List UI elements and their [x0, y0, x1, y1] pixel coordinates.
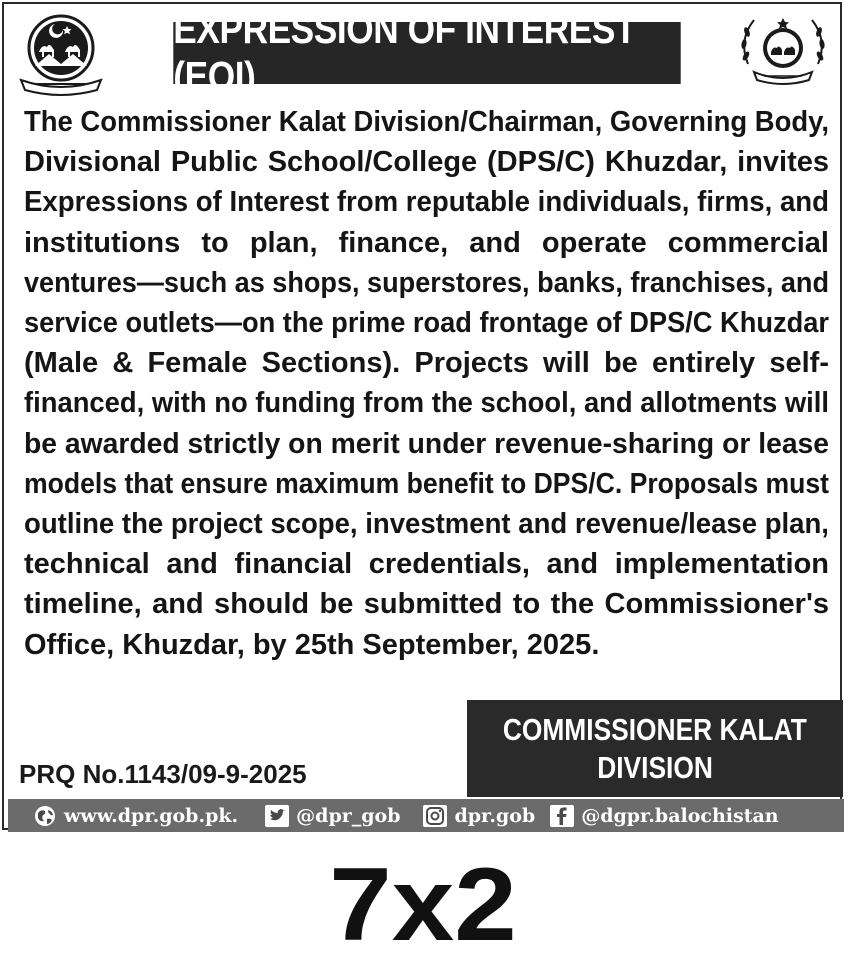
- facebook-handle: @dgpr.balochistan: [581, 804, 779, 827]
- eoi-body-paragraph: [24, 102, 829, 665]
- dgpr-emblem-icon: [732, 12, 834, 88]
- website-text: www.dpr.gob.pk.: [64, 804, 239, 827]
- footer-facebook[interactable]: [549, 804, 778, 828]
- twitter-handle: @dpr_gob: [296, 804, 401, 827]
- instagram-icon: [422, 804, 448, 828]
- facebook-icon: [549, 804, 575, 828]
- body-line: The Commissioner Kalat Division/Chairman, Governing Body,: [24, 106, 829, 138]
- body-line: Office, Khuzdar, by 25th September, 2025.: [24, 628, 600, 661]
- body-line: Divisional Public School/College (DPS/C) Khuzdar, invites: [24, 146, 829, 179]
- body-line: technical and financial credentials, and implementation: [24, 548, 829, 581]
- body-line: institutions to plan, finance, and operate commercial: [24, 226, 829, 259]
- body-line: Expressions of Interest from reputable individuals, firms, and: [24, 186, 829, 219]
- body-line: be awarded strictly on merit under revenue-sharing or lease: [24, 427, 830, 460]
- body-line: models that ensure maximum benefit to DPS/C. Proposals must: [24, 467, 830, 500]
- twitter-icon: [264, 804, 290, 828]
- body-line: (Male & Female Sections). Projects will be entirely self-: [24, 347, 829, 380]
- body-line: timeline, and should be submitted to the Commissioner's: [24, 588, 829, 621]
- signature-block: [467, 700, 843, 797]
- globe-icon: [32, 804, 58, 828]
- body-line: ventures—such as shops, superstores, banks, franchises, and: [24, 266, 830, 299]
- advertisement-frame: [2, 2, 842, 830]
- signature-line-2: DIVISION: [597, 749, 713, 785]
- instagram-handle: dpr.gob: [454, 804, 536, 827]
- signature-line-1: COMMISSIONER KALAT: [502, 711, 807, 747]
- footer-website[interactable]: [32, 804, 238, 828]
- balochistan-emblem-icon: [15, 12, 107, 96]
- ad-size-label: 7x2: [329, 847, 517, 963]
- body-line: outline the project scope, investment and revenue/lease plan,: [24, 508, 829, 541]
- prq-reference: PRQ No.1143/09-9-2025: [19, 759, 307, 789]
- footer-twitter[interactable]: [264, 804, 400, 828]
- footer-bar: [8, 799, 844, 832]
- body-line: financed, with no funding from the school, and allotments will: [24, 387, 829, 420]
- body-line: service outlets—on the prime road frontage of DPS/C Khuzdar: [24, 307, 829, 340]
- eoi-title-banner: EXPRESSION OF INTEREST (EOI): [173, 22, 680, 84]
- footer-instagram[interactable]: [422, 804, 535, 828]
